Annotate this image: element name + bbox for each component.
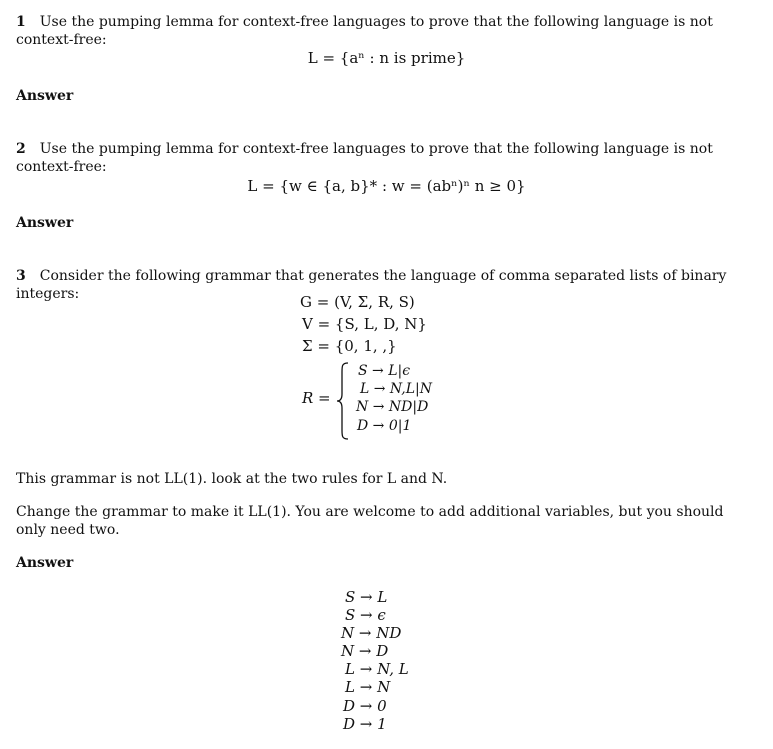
- answer-rule: D → 0: [343, 697, 387, 715]
- question-3-instruction: Change the grammar to make it LL(1). You are welcome to add additional variables, but you should only need two.: [16, 504, 724, 538]
- answer-rule: D → 1: [343, 715, 387, 733]
- answer-rule: L → N, L: [345, 660, 409, 678]
- question-3-note: This grammar is not LL(1). look at the two rules for L and N.: [16, 471, 448, 487]
- question-2-formula: L = {w ∈ {a, b}* : w = (abⁿ)ⁿ n ≥ 0}: [247, 177, 526, 195]
- grammar-rule: S → L|ϵ: [358, 363, 411, 379]
- grammar-rule: N → ND|D: [356, 399, 429, 415]
- question-2-answer-label: Answer: [16, 215, 74, 231]
- answer-rule: N → ND: [341, 624, 402, 642]
- question-2-text: Use the pumping lemma for context-free languages to prove that the following language is not context-free:: [16, 141, 713, 175]
- question-1: [16, 13, 741, 49]
- question-1-formula: L = {aⁿ : n is prime}: [307, 49, 466, 67]
- grammar-rule: D → 0|1: [357, 418, 412, 434]
- left-brace: [336, 362, 350, 440]
- question-2: [16, 140, 741, 176]
- question-1-number: 1: [16, 14, 26, 30]
- answer-rule: L → N: [345, 678, 391, 696]
- answer-rule: N → D: [341, 642, 389, 660]
- grammar-definition: [300, 291, 500, 357]
- grammar-alphabet: Σ = {0, 1, ,}: [302, 337, 397, 355]
- grammar-tuple: G = (V, Σ, R, S): [300, 293, 415, 311]
- grammar-rules-label: R =: [302, 389, 331, 407]
- question-3-answer-label: Answer: [16, 555, 74, 571]
- question-1-text: Use the pumping lemma for context-free languages to prove that the following language is not context-free:: [16, 14, 713, 48]
- answer-rule: S → ϵ: [345, 606, 386, 624]
- question-3-number: 3: [16, 268, 26, 284]
- grammar-variables: V = {S, L, D, N}: [302, 315, 427, 333]
- answer-rule: S → L: [345, 588, 388, 606]
- question-3-text: Consider the following grammar that generates the language of comma separated lists of binary integers:: [16, 268, 727, 302]
- question-2-number: 2: [16, 141, 26, 157]
- grammar-rule: L → N,L|N: [360, 381, 432, 397]
- question-1-answer-label: Answer: [16, 88, 74, 104]
